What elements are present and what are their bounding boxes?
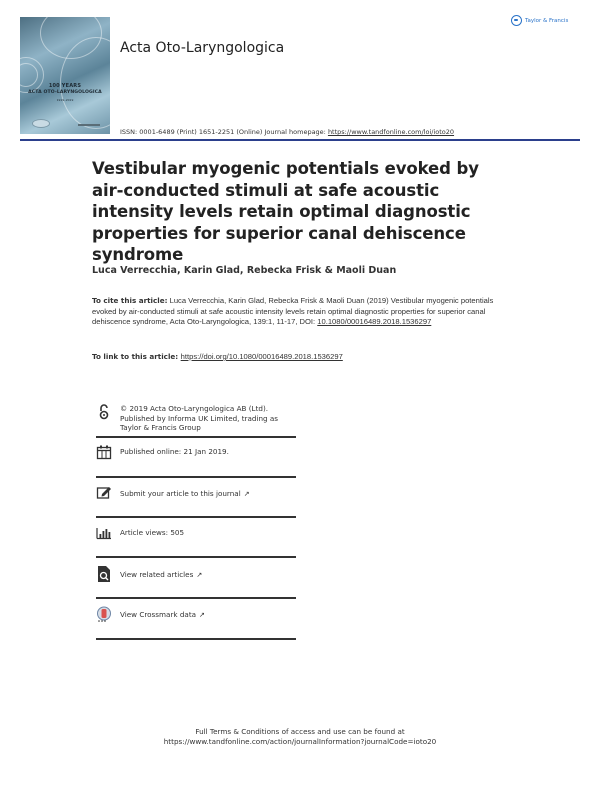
doi-link[interactable]: 10.1080/00016489.2018.1536297	[317, 317, 432, 326]
article-doi-url-link[interactable]: https://doi.org/10.1080/00016489.2018.1536297	[180, 352, 343, 361]
related-articles-row[interactable]	[96, 565, 296, 581]
view-crossmark-data-link[interactable]: View Crossmark data	[120, 610, 197, 619]
edit-pencil-icon	[96, 484, 112, 500]
bar-chart-icon	[96, 524, 112, 540]
divider	[96, 638, 296, 640]
publisher-name: Taylor & Francis	[525, 17, 569, 24]
cover-journal-name: ACTA OTO-LARYNGOLOGICA	[28, 90, 102, 95]
article-link-row	[92, 352, 343, 361]
taylor-francis-logo-icon	[511, 15, 522, 26]
article-views-row	[96, 524, 296, 540]
terms-text: Full Terms & Conditions of access and use can be found at	[195, 727, 405, 736]
journal-cover-image	[20, 17, 110, 134]
journal-homepage-link[interactable]: https://www.tandfonline.com/loi/ioto20	[327, 128, 455, 136]
published-date: Published online: 21 Jan 2019.	[120, 447, 229, 456]
view-related-articles-link[interactable]: View related articles	[120, 570, 194, 579]
copyright-text: © 2019 Acta Oto-Laryngologica AB (Ltd). Published by Informa UK Limited, trading as Taylor & Francis Group	[120, 404, 279, 432]
external-link-icon: ↗	[243, 490, 250, 498]
issn-line	[120, 128, 454, 136]
submit-article-link[interactable]: Submit your article to this journal	[120, 489, 241, 498]
cover-bar	[78, 124, 100, 126]
citation-block	[92, 296, 512, 328]
journal-title: Acta Oto-Laryngologica	[120, 40, 285, 56]
divider	[96, 476, 296, 478]
terms-footer	[0, 727, 600, 747]
article-title: Vestibular myogenic potentials evoked by air-conducted stimuli at safe acoustic intensity levels retain optimal diagnostic properties for superior canal dehiscence syndrome	[92, 159, 479, 264]
divider	[96, 556, 296, 558]
divider	[96, 597, 296, 599]
document-search-icon	[96, 565, 112, 581]
submit-article-row[interactable]	[96, 484, 296, 500]
article-views-count: Article views: 505	[120, 528, 185, 537]
cover-years: 1919–2019	[56, 98, 74, 102]
crossmark-icon	[96, 606, 112, 622]
header-rule	[20, 139, 580, 141]
cite-label: To cite this article:	[92, 296, 168, 305]
cover-anniversary: 100 YEARS	[48, 83, 82, 89]
open-access-icon	[96, 404, 112, 420]
external-link-icon: ↗	[199, 611, 205, 619]
cover-publisher-mark	[32, 119, 50, 128]
divider	[96, 436, 296, 438]
calendar-icon	[96, 444, 112, 460]
divider	[96, 516, 296, 518]
published-row	[96, 444, 296, 460]
issn-text: ISSN: 0001-6489 (Print) 1651-2251 (Online) Journal homepage:	[120, 128, 328, 136]
crossmark-row[interactable]	[96, 606, 296, 622]
link-label: To link to this article:	[92, 352, 181, 361]
external-link-icon: ↗	[196, 571, 203, 579]
cite-text: Luca Verrecchia, Karin Glad, Rebecka Frisk & Maoli Duan (2019) Vestibular myogenic potentials evoked by air-conducted stimuli at safe acoustic intensity levels retain optimal diagnostic properties for superior canal dehiscence syndrome, Acta Oto-Laryngologica, 139:1, 11-17, DOI:	[92, 296, 494, 326]
article-authors: Luca Verrecchia, Karin Glad, Rebecka Frisk & Maoli Duan	[92, 265, 397, 276]
publisher-logo[interactable]	[511, 15, 568, 26]
open-access-row	[96, 404, 296, 433]
terms-url[interactable]: https://www.tandfonline.com/action/journalInformation?journalCode=ioto20	[163, 737, 437, 746]
